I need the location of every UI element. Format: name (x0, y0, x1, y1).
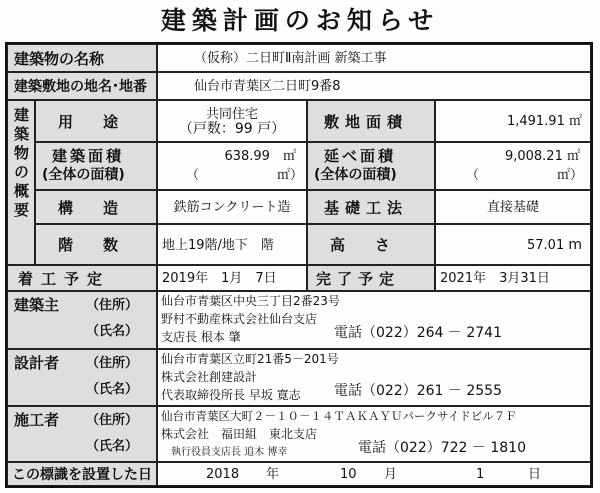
foundation-value: 直接基礎 (435, 190, 591, 224)
designer-address-label: （住所） (86, 356, 139, 371)
finish-label: 完了予定 (307, 265, 435, 291)
building-area-paren: （ ㎡） (186, 168, 304, 183)
height-cell (435, 224, 591, 265)
site-label: 建築敷地の地名･地番 (7, 72, 157, 100)
use-value-line1: 共同住宅 (205, 107, 258, 122)
building-area-unit: ㎡ (282, 149, 296, 164)
floor-area-label-cell (307, 142, 435, 190)
floor-area-unit: ㎡ (566, 149, 580, 164)
start-value: 2019年 1月 7日 (157, 265, 307, 291)
owner-address: 仙台市青葉区中央三丁目2番23号 (161, 294, 340, 308)
owner-label: 建築主 (14, 296, 60, 314)
contractor-name-1: 株式会社 福田組 東北支店 (161, 427, 318, 441)
contractor-phone: 電話（022）722 － 1810 (358, 440, 526, 456)
building-group-cell (7, 100, 35, 265)
site-area-unit: ㎡ (568, 114, 582, 129)
height-unit: m (568, 237, 582, 253)
floor-area-value: 9,008.21 (504, 149, 563, 164)
name-label: 建築物の名称 (7, 44, 157, 72)
use-label: 用 途 (35, 100, 157, 142)
posted-day: 1 (476, 467, 485, 482)
structure-value: 鉄筋コンクリート造 (157, 190, 307, 224)
owner-person-label: （氏名） (86, 324, 139, 339)
contractor-label: 施工者 (14, 411, 60, 429)
contractor-address-label: （住所） (86, 413, 139, 428)
building-area-label: 建築面積 (52, 147, 125, 165)
designer-label-cell (7, 349, 157, 406)
building-area-value: 638.99 (224, 149, 270, 164)
owner-name-1: 野村不動産株式会社仙台支店 (161, 312, 318, 326)
posted-month-unit: 月 (384, 467, 398, 482)
building-area-sub: (全体の面積) (42, 167, 125, 183)
designer-address: 仙台市青葉区立町21番5－201号 (161, 352, 339, 366)
owner-label-cell (7, 291, 157, 349)
designer-value-cell (157, 349, 591, 406)
contractor-label-cell (7, 406, 157, 462)
posted-label: この標識を設置した日 (7, 462, 157, 486)
posted-month: 10 (340, 467, 357, 482)
posted-day-unit: 日 (528, 467, 542, 482)
height-label: 高 さ (307, 224, 435, 265)
use-value (157, 100, 307, 142)
posted-date (157, 462, 591, 486)
owner-name-2: 支店長 根本 肇 (161, 330, 241, 344)
contractor-person-label: （氏名） (86, 439, 139, 454)
building-area-cell (157, 142, 307, 190)
owner-phone: 電話（022）264 － 2741 (334, 325, 502, 341)
designer-phone: 電話（022）261 － 2555 (334, 383, 502, 399)
owner-address-label: （住所） (86, 298, 139, 313)
site-area-label: 敷地面積 (307, 100, 435, 142)
designer-name-1: 株式会社創建設計 (161, 370, 258, 384)
start-label: 着工予定 (7, 265, 157, 291)
posted-year: 2018 (206, 467, 240, 482)
site-area-cell (435, 100, 591, 142)
floor-area-paren: （ ㎡） (466, 168, 584, 183)
contractor-address: 仙台市青葉区大町２－１０－１４ＴＡＫＡＹＵパークサイドビル７Ｆ (161, 409, 517, 423)
designer-label: 設計者 (14, 354, 60, 372)
contractor-name-2: 執行役員支店長 追木 博幸 (171, 447, 288, 458)
name-value: （仮称）二日町Ⅱ南計画 新築工事 (157, 44, 591, 72)
height-value: 57.01 (527, 238, 565, 253)
designer-name-2: 代表取締役所長 早坂 寛志 (161, 388, 301, 402)
floor-area-sub: (全体の面積) (314, 167, 397, 183)
contractor-value-cell (157, 406, 591, 462)
finish-value: 2021年 3月31日 (435, 265, 591, 291)
floors-value: 地上19階/地下 階 (157, 224, 307, 265)
owner-value-cell (157, 291, 591, 349)
site-area-value: 1,491.91 (506, 114, 565, 129)
site-value: 仙台市青葉区二日町9番8 (157, 72, 591, 100)
floor-area-label: 延べ面積 (324, 147, 397, 165)
building-group-label: 建築物の概要 (12, 107, 30, 221)
floor-area-cell (435, 142, 591, 190)
foundation-label: 基礎工法 (307, 190, 435, 224)
building-area-label-cell (35, 142, 157, 190)
use-value-line2: （戸数：99 戸） (178, 121, 286, 137)
posted-year-unit: 年 (266, 467, 280, 482)
structure-label: 構 造 (35, 190, 157, 224)
notice-table (5, 42, 593, 488)
floors-label: 階 数 (35, 224, 157, 265)
designer-person-label: （氏名） (86, 382, 139, 397)
notice-title: 建築計画のお知らせ (160, 6, 440, 35)
